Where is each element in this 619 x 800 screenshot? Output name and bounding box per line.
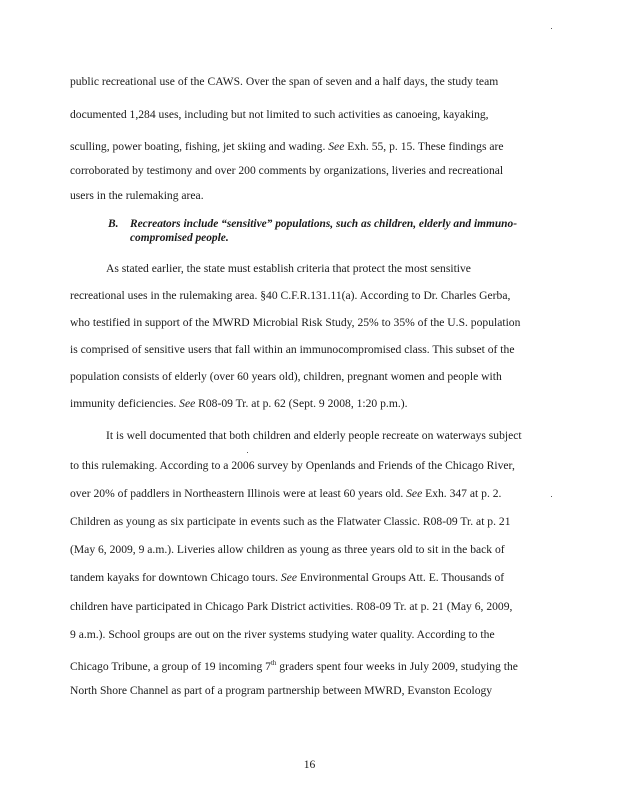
- paragraph-1-line: documented 1,284 uses, including but not limited to such activities as canoeing, kayaking,: [70, 108, 489, 121]
- paragraph-1-line: public recreational use of the CAWS. Over the span of seven and a half days, the study team: [70, 75, 499, 88]
- paragraph-3-line: It is well documented that both children and elderly people recreate on waterways subject: [106, 429, 522, 442]
- page-number: 16: [303, 758, 316, 771]
- paragraph-3-line: tandem kayaks for downtown Chicago tours. See Environmental Groups Att. E. Thousands of: [70, 571, 505, 584]
- paragraph-2-line: As stated earlier, the state must establish criteria that protect the most sensitive: [106, 262, 471, 275]
- paragraph-3-line: over 20% of paddlers in Northeastern Illinois were at least 60 years old. See Exh. 347 at p. 2.: [70, 487, 502, 500]
- paragraph-3-line: children have participated in Chicago Park District activities. R08-09 Tr. at p. 21 (May 6, 2009,: [70, 600, 513, 613]
- scan-speck: [247, 452, 248, 453]
- paragraph-2-line: is comprised of sensitive users that fall within an immunocompromised class. This subset of the: [70, 343, 515, 356]
- paragraph-3-line: (May 6, 2009, 9 a.m.). Liveries allow children as young as three years old to sit in the back of: [70, 543, 505, 556]
- paragraph-2-line: who testified in support of the MWRD Microbial Risk Study, 25% to 35% of the U.S. population: [70, 316, 521, 329]
- scan-speck: [551, 496, 552, 497]
- paragraph-1-line: corroborated by testimony and over 200 comments by organizations, liveries and recreational: [70, 164, 504, 177]
- paragraph-3-line: Chicago Tribune, a group of 19 incoming 7th graders spent four weeks in July 2009, studying the: [70, 659, 518, 673]
- paragraph-2-line: immunity deficiencies. See R08-09 Tr. at p. 62 (Sept. 9 2008, 1:20 p.m.).: [70, 397, 408, 410]
- scan-speck: [551, 28, 552, 29]
- paragraph-2-line: population consists of elderly (over 60 years old), children, pregnant women and people with: [70, 370, 502, 383]
- section-heading-line-2: compromised people.: [130, 232, 229, 244]
- paragraph-3-line: to this rulemaking. According to a 2006 survey by Openlands and Friends of the Chicago River,: [70, 459, 515, 472]
- section-label: B.: [108, 218, 119, 230]
- paragraph-3-line: North Shore Channel as part of a program partnership between MWRD, Evanston Ecology: [70, 684, 493, 697]
- paragraph-2-line: recreational uses in the rulemaking area. §40 C.F.R.131.11(a). According to Dr. Charles Gerba,: [70, 289, 511, 302]
- paragraph-3-line: 9 a.m.). School groups are out on the river systems studying water quality. According to the: [70, 628, 495, 641]
- section-heading-line-1: Recreators include “sensitive” populations, such as children, elderly and immuno-: [130, 218, 517, 230]
- paragraph-3-line: Children as young as six participate in events such as the Flatwater Classic. R08-09 Tr. at p. 21: [70, 515, 511, 528]
- paragraph-1-line: sculling, power boating, fishing, jet skiing and wading. See Exh. 55, p. 15. These findings are: [70, 140, 504, 153]
- paragraph-1-line: users in the rulemaking area.: [70, 189, 204, 202]
